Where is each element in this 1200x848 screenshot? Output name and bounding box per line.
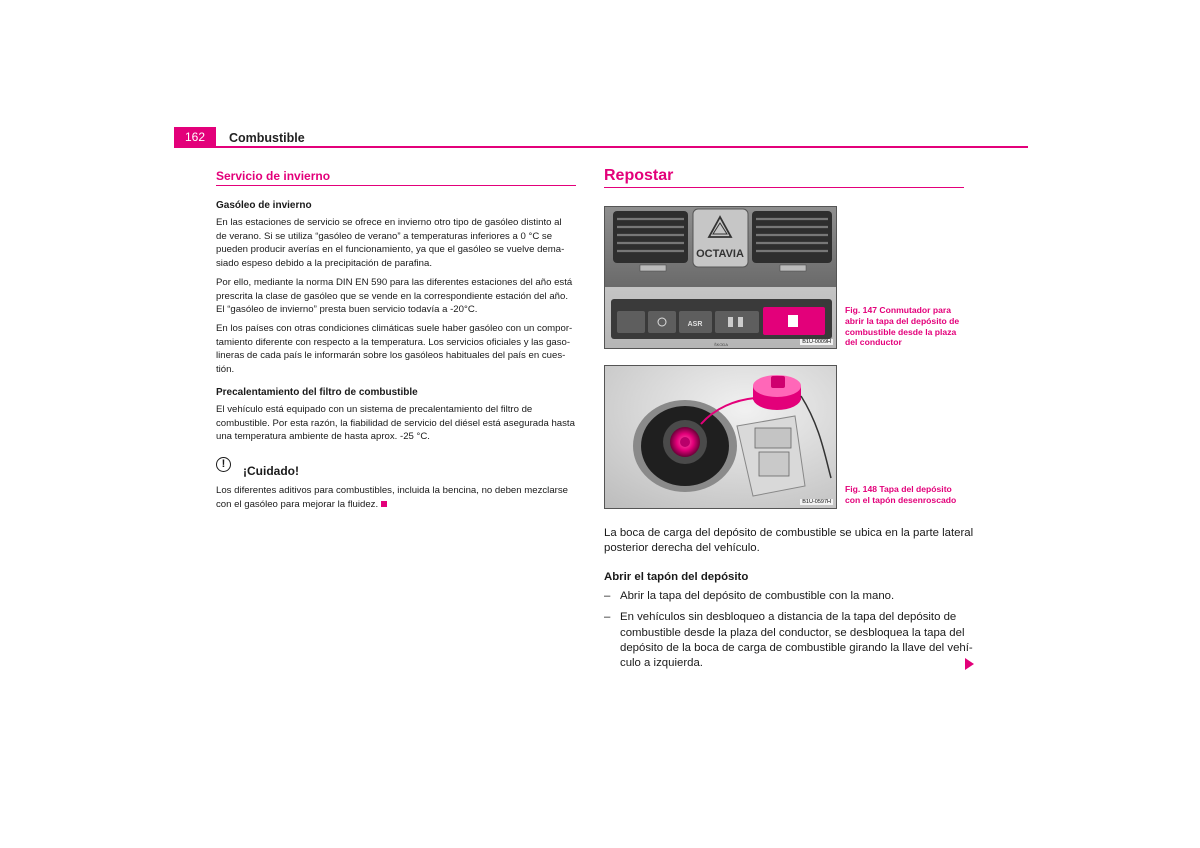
text-line: una temperatura ambiente de hasta aprox. -25 °C. [216, 431, 430, 442]
paragraph-other-countries [216, 322, 581, 376]
text-line [216, 498, 581, 512]
warning-text [216, 484, 581, 511]
text-line: prescrita la clase de gasóleo que se vende en la correspondiente estación del año. [216, 290, 569, 302]
figure-148-caption [845, 484, 975, 506]
text-line: Abrir la tapa del depósito de combustible con la mano. [620, 590, 895, 602]
brand-text: ŠKODA [713, 342, 729, 347]
list-dash: – [604, 611, 611, 624]
list-item [604, 610, 976, 671]
text-line: En vehículos sin desbloqueo a distancia de la tapa del depósito de [620, 611, 957, 624]
subheading-filter-preheating: Precalentamiento del filtro de combustible [216, 387, 418, 398]
paragraph-din-norm [216, 276, 581, 317]
text-line: En las estaciones de servicio se ofrece en invierno otro tipo de gasóleo distinto al [216, 217, 562, 228]
text-line: Los diferentes aditivos para combustibles, incluida la bencina, no deben mezclarse [216, 485, 568, 496]
text-line: posterior derecha del vehículo. [604, 542, 760, 555]
text-line: tamiento diferente con respecto a la temperatura. Los servicios oficiales y las gaso- [216, 336, 571, 348]
text-line: pueden producir averías en el funcionamiento, ya que el gasóleo se vuelve dema- [216, 244, 565, 255]
section-title-refuel: Repostar [604, 167, 964, 188]
dashboard-illustration [605, 207, 837, 349]
text-line: culo a izquierda. [620, 657, 703, 670]
caption-line: con el tapón desenroscado [845, 494, 957, 505]
text-line: de verano. Si se utiliza “gasóleo de verano” a temperaturas inferiores a 0 °C se [216, 230, 553, 242]
section-title-winter-service: Servicio de invierno [216, 169, 576, 186]
text-line-content: con el gasóleo para mejorar la fluidez. [216, 498, 379, 510]
figure-148-code: B1U-0597H [802, 499, 831, 505]
figure-148-image [604, 365, 837, 509]
text-line: combustible desde la plaza del conductor, se desbloquea la tapa del [620, 626, 965, 639]
caption-line: abrir la tapa del depósito de [845, 315, 960, 326]
caption-line: del conductor [845, 337, 902, 348]
steps-list [604, 589, 976, 671]
text-line: En los países con otras condiciones climáticas suele haber gasóleo con un compor- [216, 323, 573, 334]
text-line: tión. [216, 363, 235, 375]
text-line: lineras de cada país le informarán sobre los gasóleos habituales del país en cues- [216, 350, 566, 361]
subheading-winter-diesel: Gasóleo de invierno [216, 200, 312, 211]
figure-147-image [604, 206, 837, 349]
warning-title: ¡Cuidado! [243, 464, 299, 478]
text-line: El “gasóleo de invierno” presta buen servicio todavía a -20°C. [216, 304, 478, 315]
chapter-title: Combustible [229, 131, 305, 145]
text-line: combustible. Por esta razón, la fiabilidad de servicio del diésel está asegurada hasta [216, 417, 575, 429]
text-line: El vehículo está equipado con un sistema de precalentamiento del filtro de [216, 404, 533, 415]
caption-line: Fig. 148 Tapa del depósito [845, 484, 952, 494]
continue-arrow-icon [965, 658, 974, 670]
caption-line: Fig. 147 Conmutador para [845, 305, 952, 315]
fuel-cap-illustration [605, 366, 837, 509]
list-item [604, 589, 976, 604]
text-line: Por ello, mediante la norma DIN EN 590 para las diferentes estaciones del año está [216, 277, 573, 288]
figure-147-code: B1U-0009H [802, 339, 831, 345]
end-of-section-icon [381, 501, 387, 507]
subheading-open-cap: Abrir el tapón del depósito [604, 571, 749, 583]
caption-line: combustible desde la plaza [845, 326, 957, 337]
warning-icon: ! [216, 457, 231, 472]
badge-text: OCTAVIA [696, 248, 744, 260]
figure-147-caption [845, 305, 975, 348]
asr-button-label: ASR [687, 321, 703, 328]
paragraph-winter-diesel [216, 216, 581, 270]
page-number: 162 [174, 127, 216, 147]
paragraph-filter-preheating [216, 403, 581, 444]
text-line: La boca de carga del depósito de combustible se ubica en la parte lateral [604, 527, 974, 539]
list-dash: – [604, 590, 611, 602]
text-line: siado espeso debido a la precipitación de parafina. [216, 257, 433, 269]
text-line: depósito de la boca de carga de combustible girando la llave del vehí- [620, 641, 973, 654]
header-rule [174, 146, 1028, 148]
paragraph-filler-location [604, 526, 976, 557]
